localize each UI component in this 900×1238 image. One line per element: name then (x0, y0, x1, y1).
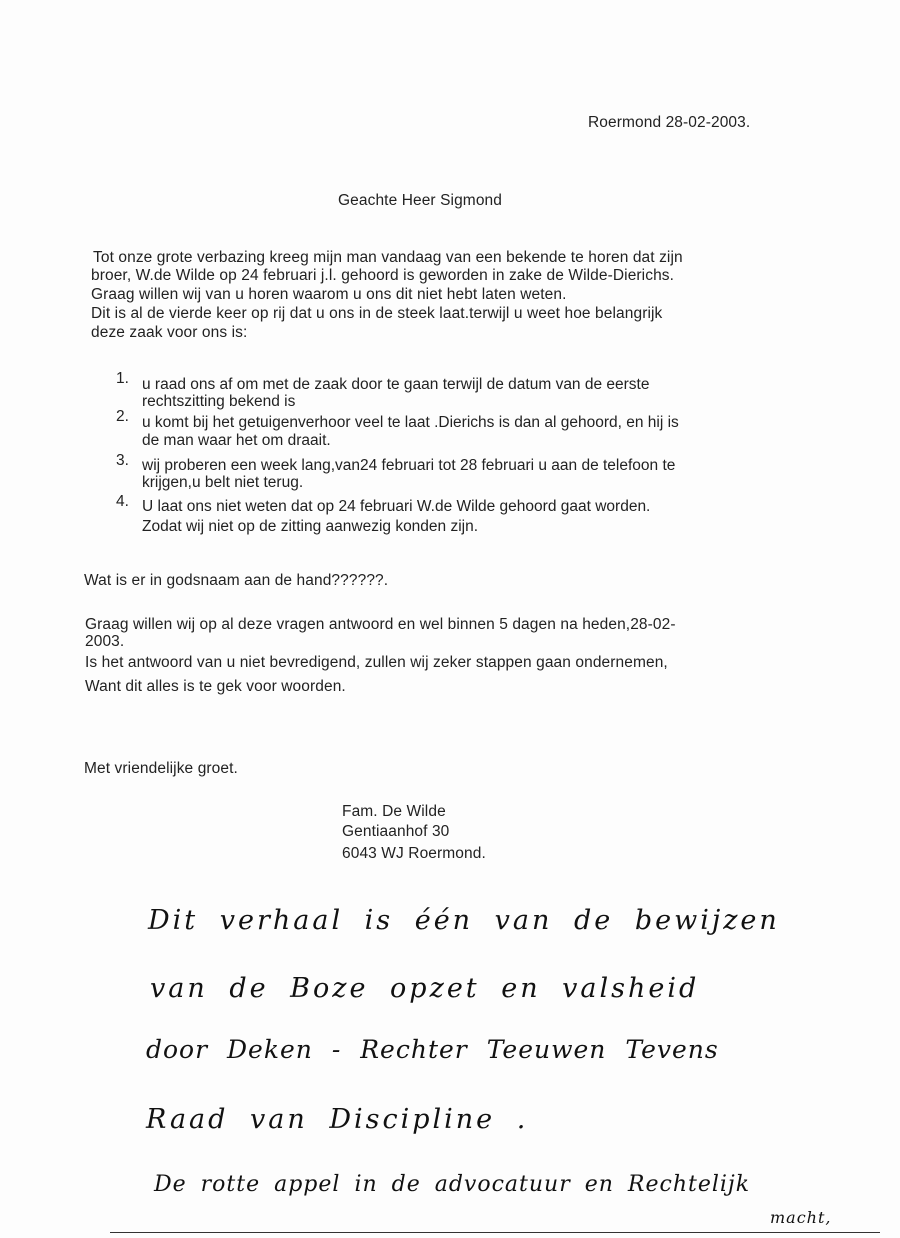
handwritten-line: Dit verhaal is één van de bewijzen (148, 905, 780, 936)
sender-street: Gentiaanhof 30 (342, 823, 450, 840)
closing-line: Met vriendelijke groet. (84, 760, 238, 777)
list-item-number: 3. (116, 452, 129, 469)
list-item-line: u raad ons af om met de zaak door te gaan terwijl de datum van de eerste (142, 376, 650, 393)
handwritten-line: De rotte appel in de advocatuur en Rechtelijk (154, 1172, 751, 1197)
handwritten-line: Raad van Discipline . (146, 1104, 529, 1135)
list-item-line: wij proberen een week lang,van24 februari tot 28 februari u aan de telefoon te (142, 457, 676, 474)
letter-date: Roermond 28-02-2003. (588, 114, 751, 131)
paragraph1-line: Dit is al de vierde keer op rij dat u ons in de steek laat.terwijl u weet hoe belangrijk (91, 305, 663, 322)
letter-salutation: Geachte Heer Sigmond (338, 192, 502, 209)
list-item-line: Zodat wij niet op de zitting aanwezig konden zijn. (142, 518, 479, 535)
paragraph1-line: Graag willen wij van u horen waarom u ons dit niet hebt laten weten. (91, 286, 567, 303)
bottom-divider (110, 1232, 880, 1233)
list-item-line: de man waar het om draait. (142, 432, 331, 449)
handwritten-line: door Deken - Rechter Teeuwen Tevens (146, 1035, 719, 1064)
sender-city: 6043 WJ Roermond. (342, 845, 486, 862)
paragraph2-line: Graag willen wij op al deze vragen antwoord en wel binnen 5 dagen na heden,28-02- (85, 616, 676, 633)
paragraph2-line: Is het antwoord van u niet bevredigend, zullen wij zeker stappen gaan ondernemen, (85, 654, 668, 671)
list-item-line: U laat ons niet weten dat op 24 februari W.de Wilde gehoord gaat worden. (142, 498, 651, 515)
paragraph2-line: 2003. (85, 633, 125, 650)
list-item-number: 1. (116, 370, 129, 387)
list-item-number: 2. (116, 408, 129, 425)
list-item-line: u komt bij het getuigenverhoor veel te laat .Dierichs is dan al gehoord, en hij is (142, 414, 679, 431)
list-item-line: rechtszitting bekend is (142, 393, 296, 410)
sender-name: Fam. De Wilde (342, 803, 446, 820)
paragraph1-line: deze zaak voor ons is: (91, 324, 248, 341)
paragraph1-line: broer, W.de Wilde op 24 februari j.l. gehoord is geworden in zake de Wilde-Dierichs. (91, 267, 675, 284)
handwritten-line: macht, (770, 1208, 832, 1227)
list-item-line: krijgen,u belt niet terug. (142, 474, 304, 491)
paragraph2-line: Want dit alles is te gek voor woorden. (85, 678, 346, 695)
handwritten-line: van de Boze opzet en valsheid (150, 973, 700, 1004)
list-item-number: 4. (116, 493, 129, 510)
question-line: Wat is er in godsnaam aan de hand??????. (84, 572, 389, 589)
paragraph1-line: Tot onze grote verbazing kreeg mijn man vandaag van een bekende te horen dat zijn (93, 249, 683, 266)
